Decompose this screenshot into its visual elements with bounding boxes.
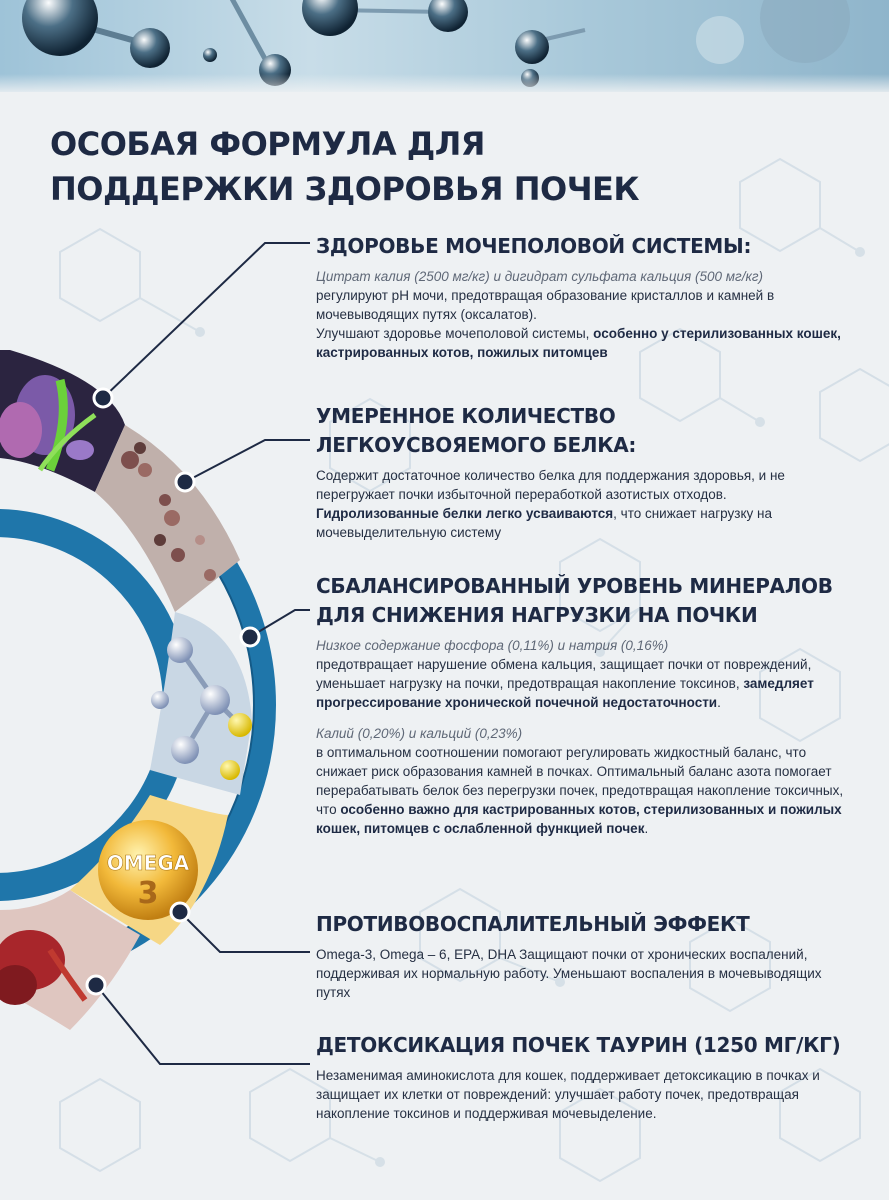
section-heading — [316, 402, 846, 460]
section-paragraph-2 — [316, 724, 846, 838]
section-text: Содержит достаточное количество белка для поддержания здоровья, и не перегружает почки избыточной переработкой азотистых отходов. — [316, 468, 785, 502]
section-minerals — [316, 572, 846, 838]
section-detox-taurine — [316, 1031, 846, 1123]
omega-badge-number: 3 — [137, 876, 159, 911]
connector-dot-2 — [176, 473, 194, 491]
heading-line-2: ДЛЯ СНИЖЕНИЯ НАГРУЗКИ НА ПОЧКИ — [316, 603, 758, 627]
connector-dot-5 — [87, 976, 105, 994]
section-protein — [316, 402, 846, 542]
section-text-end-2: . — [644, 821, 649, 836]
section-heading: ЗДОРОВЬЕ МОЧЕПОЛОВОЙ СИСТЕМЫ: — [316, 234, 752, 258]
section-body — [316, 267, 846, 362]
section-text-2: Улучшают здоровье мочеполовой системы, — [316, 326, 594, 341]
section-bold-text: Гидролизованные белки легко усваиваются — [316, 506, 614, 521]
section-text-2: в оптимальном соотношении помогают регулировать жидкостный баланс, что снижает риск образования камней в почках. Оптимальный баланс азота помогает перерабатывать белок без перегрузки почек, предотвращая накопление токсичных, что — [316, 745, 844, 817]
section-text: предотвращает нарушение обмена кальция, защищает почки от повреждений, уменьшает нагрузку на почки, предотвращая накопление токсинов, — [316, 657, 812, 691]
section-text-end: . — [717, 695, 721, 710]
omega-badge-word: OMEGA — [106, 851, 190, 875]
page-title — [50, 122, 810, 212]
section-bold-text-2: особенно важно для кастрированных котов, стерилизованных и пожилых кошек, питомцев с ослабленной функцией почек — [316, 802, 842, 836]
section-bold-text: особенно у стерилизованных кошек, кастрированных котов, пожилых питомцев — [316, 326, 841, 360]
title-line-2: ПОДДЕРЖКИ ЗДОРОВЬЯ ПОЧЕК — [50, 170, 640, 208]
section-bold-text: замедляет прогрессирование хронической почечной недостаточности — [316, 676, 814, 710]
section-anti-inflammatory — [316, 910, 846, 1002]
connector-dot-3 — [241, 628, 259, 646]
section-body: Незаменимая аминокислота для кошек, поддерживает детоксикацию в почках и защищает их клетки от повреждений: улучшает работу почек, предотвращая накопление токсинов и поддерживая мочевыделение. — [316, 1068, 820, 1121]
heading-line-2: ЛЕГКОУСВОЯЕМОГО БЕЛКА: — [316, 433, 637, 457]
section-heading: ДЕТОКСИКАЦИЯ ПОЧЕК ТАУРИН (1250 МГ/КГ) — [316, 1033, 841, 1057]
section-italic-note: Низкое содержание фосфора (0,11%) и натрия (0,16%) — [316, 638, 669, 653]
heading-line-1: УМЕРЕННОЕ КОЛИЧЕСТВО — [316, 404, 616, 428]
section-urinary-health — [316, 232, 846, 362]
section-body — [316, 466, 846, 542]
section-text: регулируют pH мочи, предотвращая образование кристаллов и камней в мочевыводящих путях (оксалатов). — [316, 288, 775, 322]
connector-dot-4 — [171, 903, 189, 921]
section-italic-note-2: Калий (0,20%) и кальций (0,23%) — [316, 726, 523, 741]
section-paragraph-1 — [316, 636, 846, 712]
section-heading — [316, 572, 846, 630]
section-heading: ПРОТИВОВОСПАЛИТЕЛЬНЫЙ ЭФФЕКТ — [316, 912, 750, 936]
title-line-1: ОСОБАЯ ФОРМУЛА ДЛЯ — [50, 125, 485, 163]
connector-dot-1 — [94, 389, 112, 407]
heading-line-1: СБАЛАНСИРОВАННЫЙ УРОВЕНЬ МИНЕРАЛОВ — [316, 574, 833, 598]
section-body: Omega-3, Omega – 6, EPA, DHA Защищают почки от хронических воспалений, поддерживая их нормальную работу. Уменьшают воспаления в мочевыводящих путях — [316, 947, 822, 1000]
section-text-2: , что снижает нагрузку на мочевыделительную систему — [316, 506, 772, 540]
section-italic-note: Цитрат калия (2500 мг/кг) и дигидрат сульфата кальция (500 мг/кг) — [316, 269, 763, 284]
